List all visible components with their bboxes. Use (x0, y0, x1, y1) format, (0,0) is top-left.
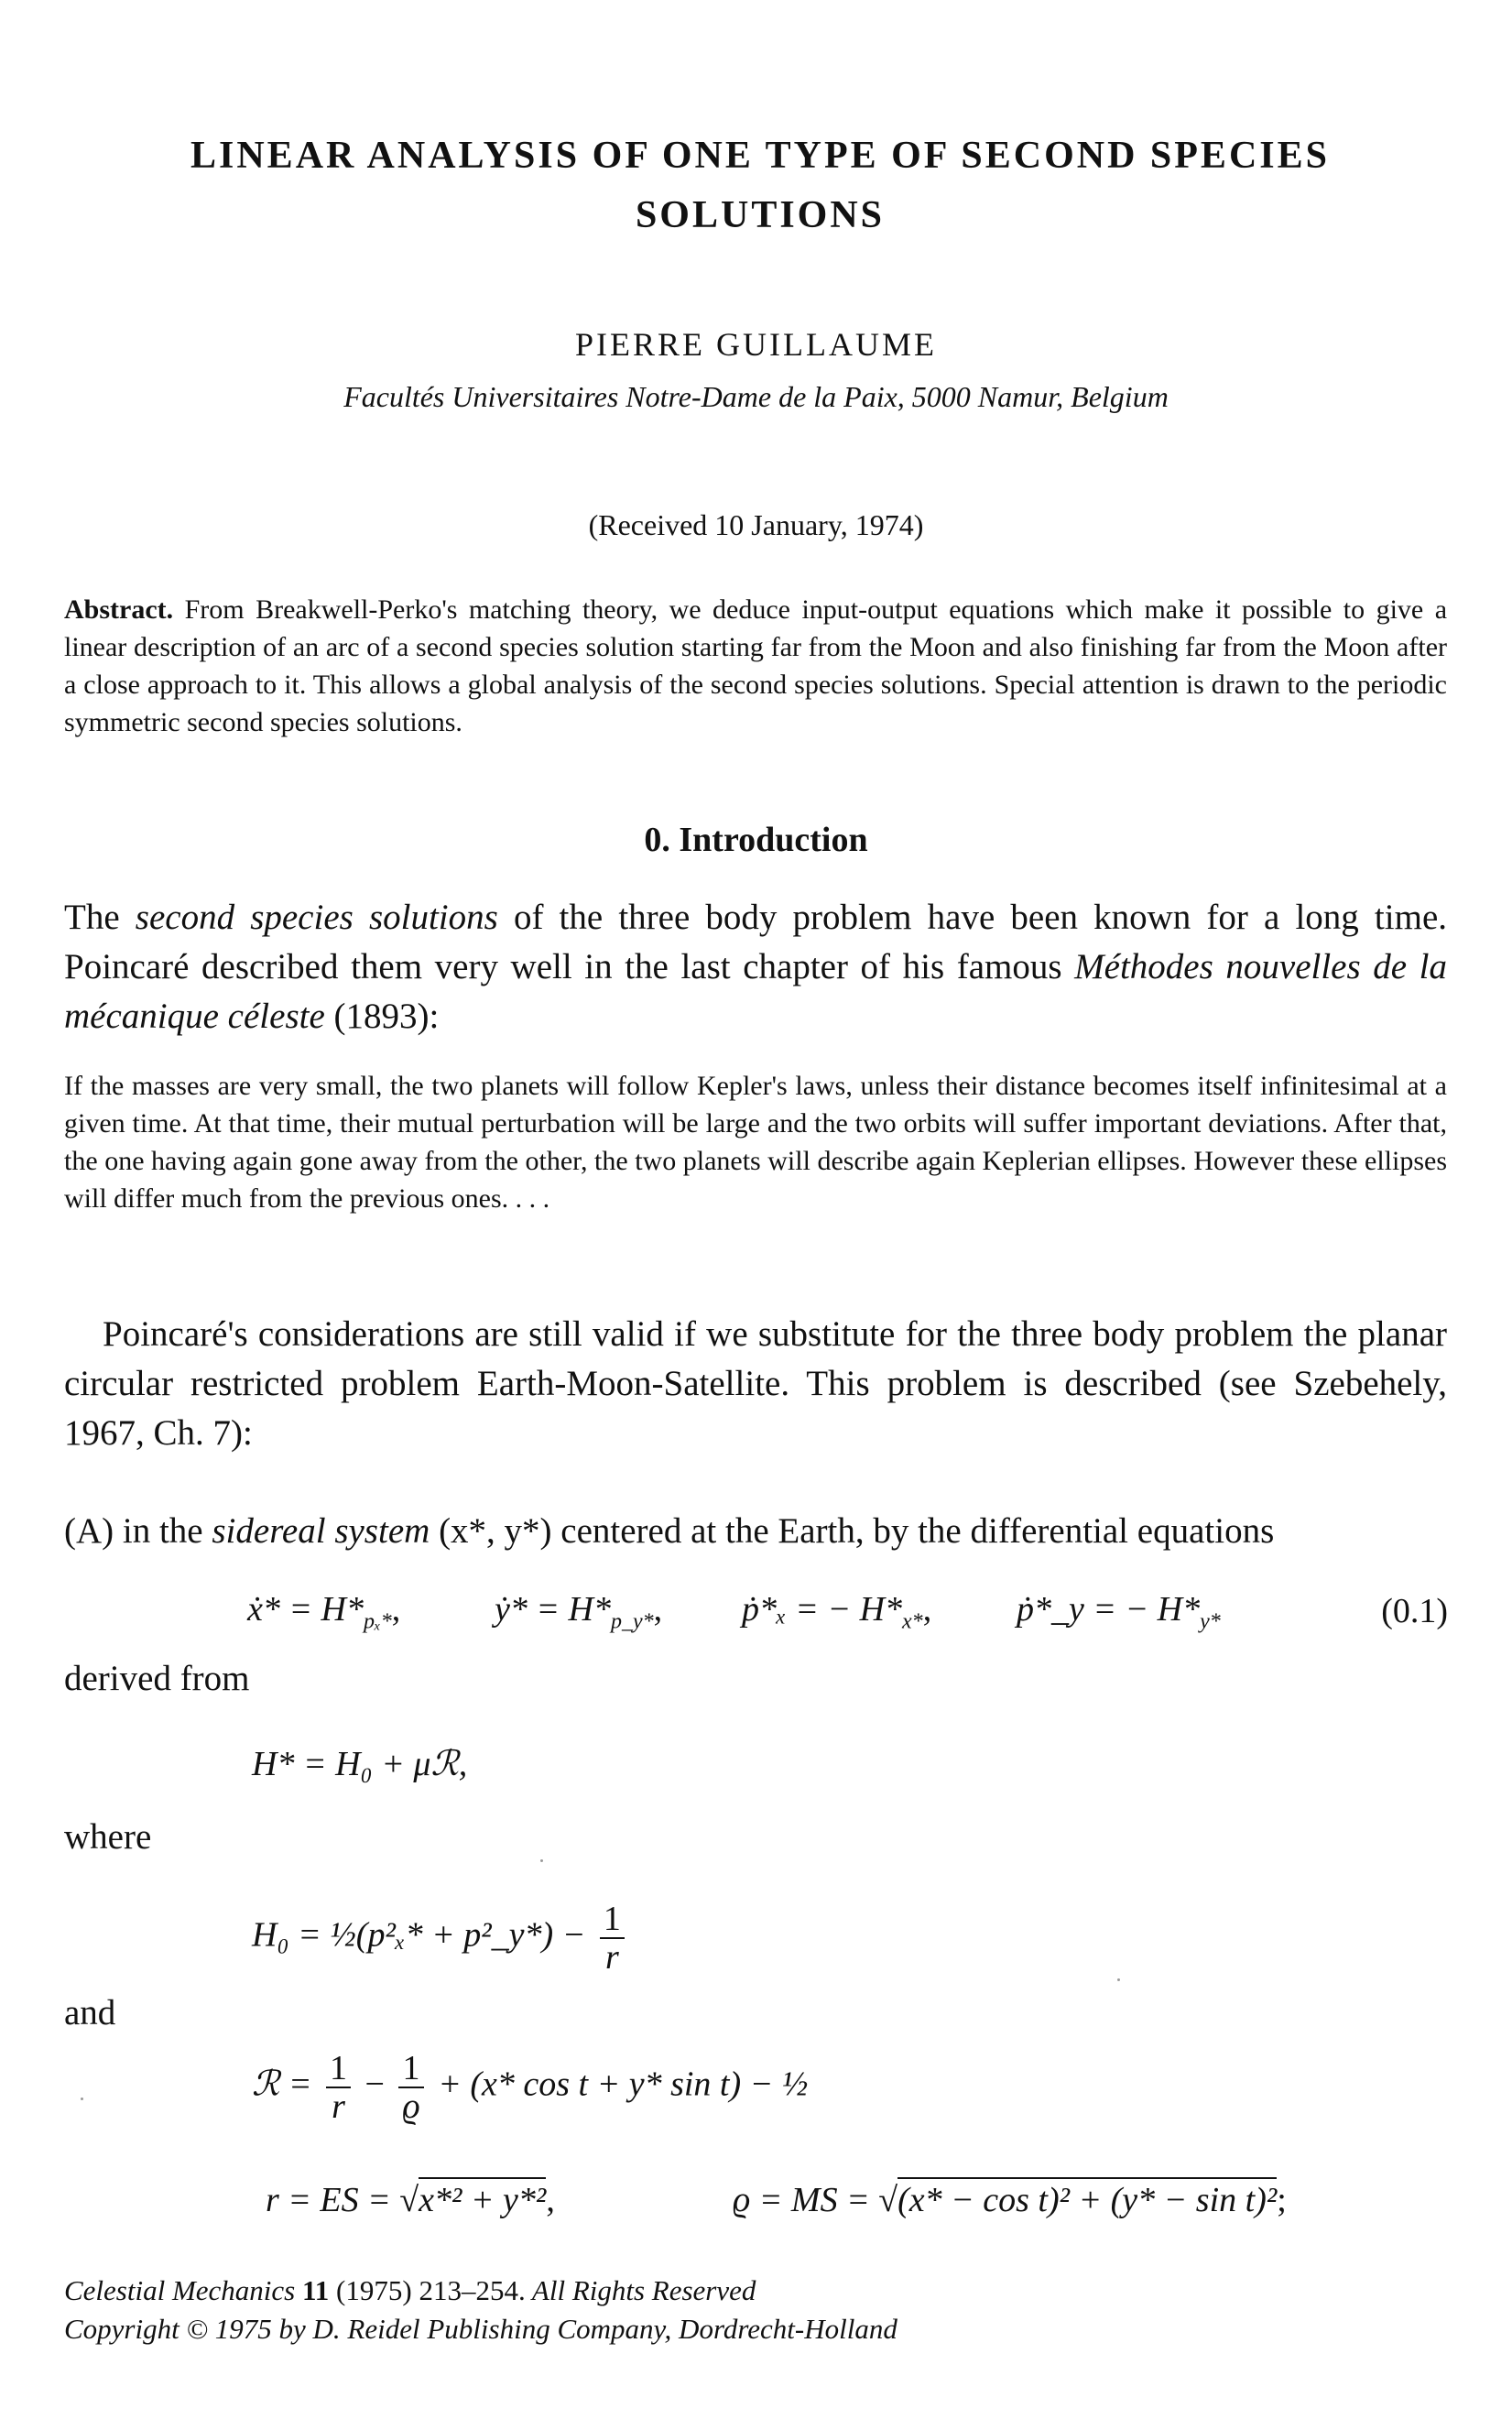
eq1-d-sub: y* (1200, 1609, 1221, 1634)
scan-speck (540, 1859, 543, 1862)
equation-0-1-part-d (1017, 1589, 1221, 1635)
scan-speck (81, 2098, 83, 2100)
equation-number-0-1: (0.1) (1381, 1592, 1448, 1630)
paper-title-line2: SOLUTIONS (635, 194, 886, 236)
equation-distance-moon (733, 2180, 1287, 2220)
intro-emphasis-2: Méthodes nouvelles de la mécanique céleste (64, 947, 1448, 1036)
eq1-a-sub: pₓ* (363, 1609, 392, 1634)
author-affiliation: Facultés Universitaires Notre-Dame de la Paix, 5000 Namur, Belgium (343, 380, 1169, 413)
author-name: PIERRE GUILLAUME (575, 326, 937, 363)
abstract-label: Abstract. (64, 594, 174, 625)
equation-0-1-part-c: ṗ*ₓ = − $H*_{x*}$, (742, 1590, 932, 1634)
abstract (64, 591, 1447, 741)
poincare-quote: If the masses are very small, the two planets will follow Kepler's laws, unless their distance becomes itself infinitesimal at a given time. At that time, their mutual perturbation will be large and the two orbits will suffer important deviations. After that, the one having again gone away from the other, the two planets will describe again Keplerian ellipses. However these ellipses will differ much from the previous ones. . . . (64, 1071, 1447, 1214)
eq3-numerator: 1 (600, 1901, 625, 1939)
derived-from-text: derived from (64, 1659, 250, 1698)
footer-rights: All Rights Reserved (531, 2274, 756, 2306)
scan-speck (1117, 1978, 1120, 1981)
eq5-b-radicand: (x* − cos t)² + (y* − sin t)² (897, 2177, 1277, 2219)
intro-paragraph (64, 893, 1447, 1041)
equation-h0 (252, 1901, 630, 1976)
sidereal-emphasis: sidereal system (212, 1511, 430, 1551)
eq1-b-main: ẏ* = H* (495, 1590, 611, 1629)
intro-text-3: (1893): (324, 997, 440, 1036)
considerations-paragraph: Poincaré's considerations are still valid if we substitute for the three body problem the planar circular restricted problem Earth-Moon-Satellite. This problem is described (see Szebehely, 1967, Ch. 7): (64, 1314, 1447, 1453)
eq4-f1-denominator: r (332, 2087, 345, 2126)
eq4-fraction-2 (398, 2050, 423, 2125)
eq3-fraction (600, 1901, 625, 1976)
equation-disturbing-function (252, 2050, 808, 2125)
eq4-f1-numerator: 1 (326, 2050, 351, 2088)
received-date: (Received 10 January, 1974) (588, 508, 924, 541)
intro-text-2: of the three body problem have been known for a long time. Poincaré described them very well in the last chapter of his famous (64, 898, 1447, 986)
eq5-a-radicand: x*² + y*² (419, 2177, 546, 2219)
eq4-minus: − (364, 2065, 385, 2104)
eq1-d-main: ṗ*_y = − H* (1017, 1590, 1201, 1629)
sidereal-text-1: (A) in the (64, 1511, 212, 1551)
footer-pages: (1975) 213–254. (336, 2274, 526, 2306)
section-heading: 0. Introduction (644, 821, 868, 859)
eq5-b-end: ; (1277, 2181, 1287, 2219)
eq5-a-lhs: r = ES = √ (266, 2181, 419, 2219)
eq4-lhs: ℛ = (252, 2065, 312, 2104)
sidereal-paragraph (64, 1507, 1447, 1556)
sidereal-text-2: (x*, y*) centered at the Earth, by the differential equations (430, 1511, 1275, 1551)
eq5-b-lhs: ϱ = MS = √ (733, 2181, 898, 2219)
abstract-text: From Breakwell-Perko's matching theory, we deduce input-output equations which make it possible to give a linear description of an arc of a second species solution starting far from the Moon and also finishing far from the Moon after a close approach to it. This allows a global analysis of the second species solutions. Special attention is drawn to the periodic symmetric second species solutions. (64, 594, 1448, 737)
eq4-rest: + (x* cos t + y* sin t) − ½ (438, 2065, 809, 2104)
eq1-c-main: ṗ*ₓ = − H* (742, 1590, 903, 1629)
and-text: and (64, 1993, 116, 2032)
footer-citation (64, 2272, 756, 2310)
footer-journal: Celestial Mechanics (64, 2274, 296, 2306)
eq3-lhs: H₀ = ½(p²ₓ* + p²_y*) − (252, 1915, 586, 1955)
eq4-f2-numerator: 1 (398, 2050, 423, 2088)
eq1-a-main: ẋ* = H* (247, 1590, 364, 1629)
where-text: where (64, 1817, 152, 1857)
equation-distance-earth (266, 2180, 555, 2220)
equation-hamiltonian: H* = H₀ + μℛ, (252, 1745, 468, 1783)
eq1-b-sub: p_y* (610, 1609, 654, 1634)
intro-text-1: The (64, 898, 136, 937)
eq4-f2-denominator: ϱ (402, 2087, 420, 2126)
eq4-fraction-1 (326, 2050, 351, 2125)
footer-volume: 11 (302, 2274, 330, 2306)
equation-0-1-part-b: ẏ* = $H*_{p\_y*}$, (495, 1590, 663, 1634)
eq3-denominator: r (604, 1938, 619, 1977)
equation-0-1-part-a: ẋ* = $H*_{p_x*}$, (247, 1590, 401, 1634)
eq5-a-end: , (546, 2181, 555, 2219)
eq1-c-sub: x* (902, 1609, 923, 1634)
paper-title-line1: LINEAR ANALYSIS OF ONE TYPE OF SECOND SPECIES (190, 135, 1330, 177)
footer-copyright: Copyright © 1975 by D. Reidel Publishing Company, Dordrecht-Holland (64, 2313, 897, 2345)
intro-emphasis-1: second species solutions (135, 898, 498, 937)
